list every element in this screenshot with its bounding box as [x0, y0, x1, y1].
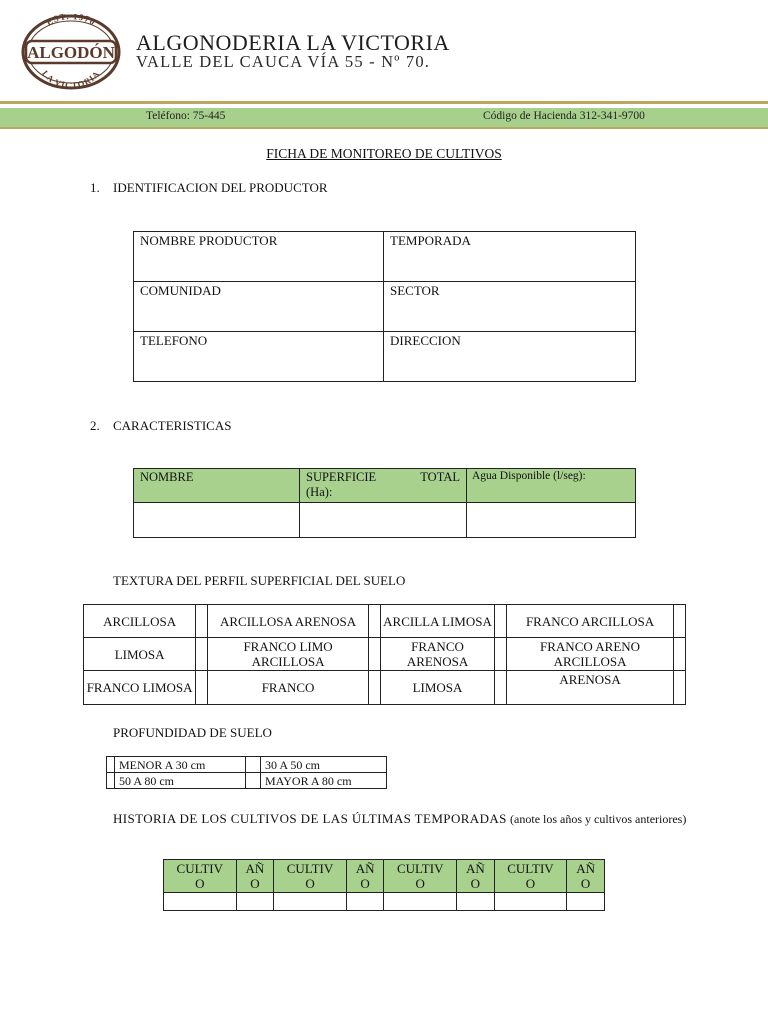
table-row — [107, 757, 387, 773]
depth-option: 30 A 50 cm — [261, 757, 387, 773]
input-superficie[interactable] — [300, 503, 467, 538]
texture-option: FRANCO ARENOSA — [380, 638, 494, 671]
input-cultivo[interactable] — [494, 893, 567, 911]
depth-checkbox[interactable] — [107, 773, 115, 789]
table-row — [134, 503, 636, 538]
table-row — [107, 773, 387, 789]
input-anio[interactable] — [236, 893, 274, 911]
depth-checkbox[interactable] — [107, 757, 115, 773]
svg-text:LA VICTORIA — [40, 68, 101, 90]
input-anio[interactable] — [567, 893, 605, 911]
texture-checkbox[interactable] — [368, 671, 380, 705]
col-anio: AÑ O — [567, 860, 605, 893]
characteristics-table — [133, 468, 636, 538]
field-temporada[interactable]: TEMPORADA — [384, 232, 636, 282]
field-direccion[interactable]: DIRECCION — [384, 332, 636, 382]
input-anio[interactable] — [457, 893, 495, 911]
texture-table — [83, 604, 686, 705]
texture-checkbox[interactable] — [673, 671, 685, 705]
logo-top-text: EST. 1970 — [44, 14, 98, 28]
texture-option: ARENOSA — [507, 671, 673, 705]
field-telefono[interactable]: TELEFONO — [134, 332, 384, 382]
depth-checkbox[interactable] — [246, 757, 261, 773]
texture-checkbox[interactable] — [673, 605, 685, 638]
logo-brand: ALGODÓN — [27, 43, 115, 62]
texture-checkbox[interactable] — [673, 638, 685, 671]
col-anio: AÑ O — [236, 860, 274, 893]
texture-checkbox[interactable] — [196, 605, 208, 638]
input-nombre[interactable] — [134, 503, 300, 538]
table-row — [164, 893, 605, 911]
field-sector[interactable]: SECTOR — [384, 282, 636, 332]
texture-option: ARCILLA LIMOSA — [380, 605, 494, 638]
header-superficie-unit: (Ha): — [306, 485, 333, 499]
field-comunidad[interactable]: COMUNIDAD — [134, 282, 384, 332]
field-nombre-productor[interactable]: NOMBRE PRODUCTOR — [134, 232, 384, 282]
texture-option: LIMOSA — [84, 638, 196, 671]
header-superficie-word: SUPERFICIE — [306, 470, 377, 484]
history-table — [163, 859, 605, 911]
header-phone: Teléfono: 75-445 — [146, 110, 226, 122]
depth-table — [106, 756, 387, 789]
col-anio: AÑ O — [346, 860, 384, 893]
texture-checkbox[interactable] — [495, 605, 507, 638]
header-superficie — [300, 469, 467, 503]
table-row — [84, 638, 686, 671]
company-logo — [20, 14, 122, 90]
producer-id-table — [133, 231, 636, 382]
table-row — [134, 332, 636, 382]
header-superficie-total: TOTAL — [420, 470, 460, 484]
texture-checkbox[interactable] — [495, 671, 507, 705]
section1-number: 1. — [90, 180, 100, 195]
col-cultivo: CULTIV O — [274, 860, 347, 893]
texture-checkbox[interactable] — [368, 605, 380, 638]
header-nombre: NOMBRE — [134, 469, 300, 503]
depth-checkbox[interactable] — [246, 773, 261, 789]
texture-checkbox[interactable] — [495, 638, 507, 671]
table-row — [134, 469, 636, 503]
header-green-band — [0, 108, 768, 127]
input-anio[interactable] — [346, 893, 384, 911]
texture-checkbox[interactable] — [196, 671, 208, 705]
table-row — [84, 671, 686, 705]
table-row — [134, 282, 636, 332]
texture-option: FRANCO ARCILLOSA — [507, 605, 673, 638]
table-row — [84, 605, 686, 638]
document-title: FICHA DE MONITOREO DE CULTIVOS — [266, 146, 502, 161]
col-anio: AÑ O — [457, 860, 495, 893]
table-row — [134, 232, 636, 282]
texture-option: ARCILLOSA — [84, 605, 196, 638]
depth-label: PROFUNDIDAD DE SUELO — [113, 725, 272, 740]
col-cultivo: CULTIV O — [494, 860, 567, 893]
col-cultivo: CULTIV O — [384, 860, 457, 893]
depth-option: MENOR A 30 cm — [115, 757, 246, 773]
texture-option: FRANCO LIMO ARCILLOSA — [208, 638, 368, 671]
col-cultivo: CULTIV O — [164, 860, 237, 893]
section2-label: CARACTERISTICAS — [113, 418, 232, 433]
input-cultivo[interactable] — [164, 893, 237, 911]
history-note: (anote los años y cultivos anteriores) — [510, 812, 687, 826]
company-name: ALGONODERIA LA VICTORIA — [136, 30, 450, 55]
header-band-underline — [0, 127, 768, 129]
history-label — [113, 810, 700, 828]
section1-label: IDENTIFICACION DEL PRODUCTOR — [113, 180, 328, 195]
input-agua[interactable] — [467, 503, 636, 538]
depth-option: MAYOR A 80 cm — [261, 773, 387, 789]
input-cultivo[interactable] — [274, 893, 347, 911]
header-tax-code: Código de Hacienda 312-341-9700 — [483, 110, 645, 122]
logo-bottom-text: LA VICTORIA — [40, 68, 102, 90]
svg-text:EST. 1970 — [44, 14, 97, 28]
texture-option: FRANCO ARENO ARCILLOSA — [507, 638, 673, 671]
texture-option: FRANCO — [208, 671, 368, 705]
company-address: VALLE DEL CAUCA VÍA 55 - Nº 70. — [136, 52, 431, 71]
texture-option: FRANCO LIMOSA — [84, 671, 196, 705]
input-cultivo[interactable] — [384, 893, 457, 911]
texture-label: TEXTURA DEL PERFIL SUPERFICIAL DEL SUELO — [113, 573, 406, 588]
table-row — [164, 860, 605, 893]
texture-option: ARCILLOSA ARENOSA — [208, 605, 368, 638]
texture-checkbox[interactable] — [368, 638, 380, 671]
header-gold-line — [0, 101, 768, 104]
header-agua: Agua Disponible (l/seg): — [467, 469, 636, 503]
section2-number: 2. — [90, 418, 100, 433]
depth-option: 50 A 80 cm — [115, 773, 246, 789]
history-title: HISTORIA DE LOS CULTIVOS DE LAS ÚLTIMAS TEMPORADAS — [113, 811, 507, 826]
texture-checkbox[interactable] — [196, 638, 208, 671]
texture-option: LIMOSA — [380, 671, 494, 705]
